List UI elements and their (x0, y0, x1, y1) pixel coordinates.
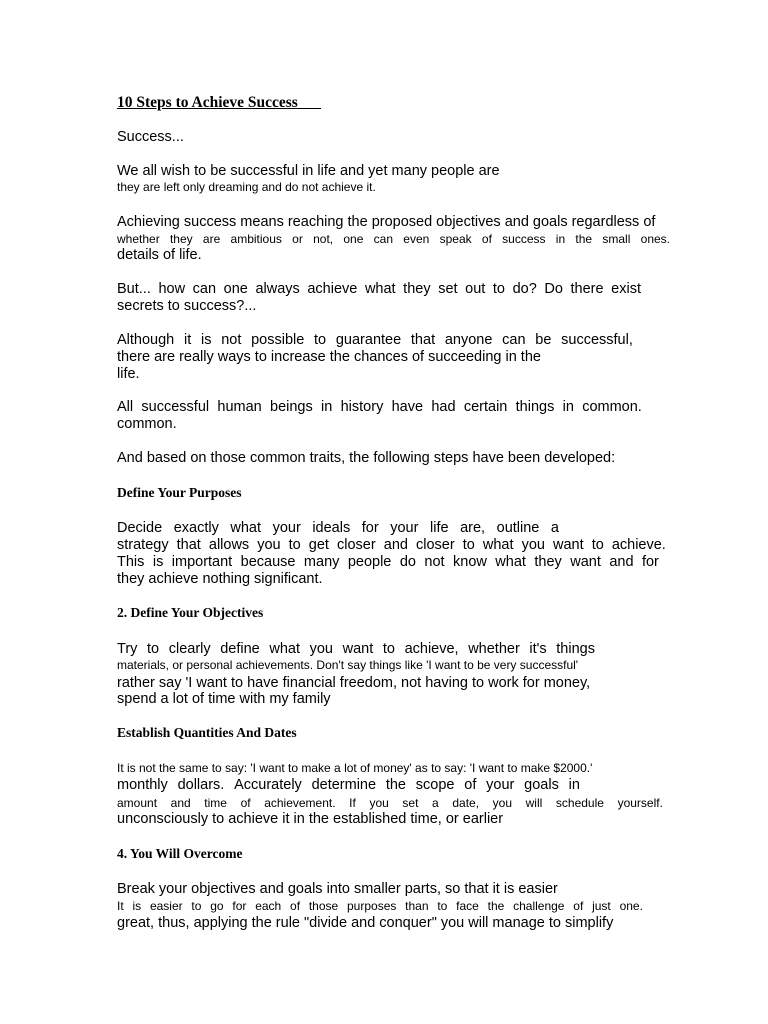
word: out (465, 281, 486, 297)
paragraph-line (117, 281, 641, 298)
word: success (502, 232, 546, 246)
word: what (495, 554, 526, 570)
word: time (204, 796, 227, 810)
paragraph-line: Success... (117, 129, 184, 145)
word: even (403, 232, 430, 246)
word: of (481, 232, 492, 246)
word: It (117, 899, 124, 913)
word: have (391, 399, 424, 415)
word: Decide (117, 520, 163, 536)
word: ambitious (230, 232, 282, 246)
word: than (405, 899, 429, 913)
word: human (217, 399, 262, 415)
title-underline-trail (298, 94, 321, 111)
paragraph-line (117, 796, 663, 810)
word: had (431, 399, 456, 415)
word: those (308, 899, 339, 913)
word: it (183, 332, 192, 348)
word: people (347, 554, 392, 570)
word: face (456, 899, 479, 913)
paragraph-line (117, 537, 666, 554)
word: determine (311, 777, 377, 793)
paragraph-line: spend a lot of time with my family (117, 691, 331, 707)
word: get (308, 537, 329, 553)
word: exist (611, 281, 641, 297)
word: in (321, 399, 333, 415)
word: If (349, 796, 356, 810)
paragraph-line (117, 520, 559, 537)
word: and (383, 537, 408, 553)
word: they (403, 281, 431, 297)
section-heading: 2. Define Your Objectives (117, 605, 264, 620)
word: speak (439, 232, 472, 246)
word: one. (619, 899, 643, 913)
word: and (170, 796, 191, 810)
word: one (343, 232, 364, 246)
word: purposes (347, 899, 397, 913)
paragraph-line: there are really ways to increase the chances of succeeding in the (117, 349, 541, 365)
word: of (573, 899, 584, 913)
paragraph-line (117, 232, 670, 246)
paragraph-line (117, 777, 580, 794)
word: important (171, 554, 233, 570)
word: easier (149, 899, 183, 913)
word: This (117, 554, 145, 570)
word: for (641, 554, 659, 570)
paragraph-line: rather say 'I want to have financial freedom, not having to work for money, (117, 675, 591, 691)
word: what (364, 281, 396, 297)
word: in (555, 232, 566, 246)
word: not (221, 332, 242, 348)
word: whether (468, 641, 520, 657)
paragraph-line: materials, or personal achievements. Don't say things like 'I want to be very successful' (117, 658, 579, 672)
word: allows (208, 537, 250, 553)
word: a (432, 796, 439, 810)
word: you (369, 796, 389, 810)
word: you (492, 796, 513, 810)
word: achievement. (264, 796, 336, 810)
word: Although (117, 332, 175, 348)
word: goals (524, 777, 559, 793)
word: set (402, 796, 419, 810)
word: common. (582, 399, 642, 415)
word: can (192, 281, 217, 297)
word: the (385, 777, 407, 793)
paragraph-line: Achieving success means reaching the proposed objectives and goals regardless of (117, 214, 656, 230)
word: to (492, 281, 505, 297)
word: what (482, 537, 514, 553)
word: your (272, 520, 301, 536)
word: there (570, 281, 604, 297)
word: things (556, 641, 595, 657)
word: to (314, 332, 327, 348)
section-heading: Establish Quantities And Dates (117, 725, 297, 740)
word: to (437, 899, 448, 913)
word: what (269, 641, 300, 657)
paragraph-line (117, 641, 595, 658)
paragraph-line: And based on those common traits, the following steps have been developed: (117, 450, 616, 466)
word: ones. (640, 232, 670, 246)
word: you (309, 641, 333, 657)
word: guarantee (335, 332, 402, 348)
word: or (292, 232, 303, 246)
word: clearly (168, 641, 211, 657)
word: can (373, 232, 394, 246)
word: outline (496, 520, 540, 536)
word: can (502, 332, 526, 348)
paragraph-line: details of life. (117, 247, 202, 263)
word: strategy (117, 537, 169, 553)
word: date, (452, 796, 480, 810)
paragraph-line (117, 332, 633, 349)
word: that (410, 332, 436, 348)
word: set (438, 281, 458, 297)
word: anyone (444, 332, 493, 348)
word: But... (117, 281, 151, 297)
word: a (550, 520, 559, 536)
paragraph-line: they achieve nothing significant. (117, 571, 323, 587)
word: and (609, 554, 634, 570)
word: of (240, 796, 251, 810)
section-heading: Define Your Purposes (117, 485, 242, 500)
word: for (232, 899, 247, 913)
word: successful, (561, 332, 633, 348)
word: many (303, 554, 340, 570)
word: Try (117, 641, 138, 657)
word: it's (529, 641, 547, 657)
word: ideals (312, 520, 351, 536)
word: beings (270, 399, 313, 415)
word: your (486, 777, 515, 793)
word: will (525, 796, 543, 810)
document-title-text: 10 Steps to Achieve Success (117, 94, 298, 111)
word: do? (512, 281, 537, 297)
word: of (290, 899, 301, 913)
word: are (202, 232, 221, 246)
word: amount (117, 796, 158, 810)
word: are, (460, 520, 486, 536)
document-title (117, 94, 321, 112)
word: not (424, 554, 445, 570)
word: in (568, 777, 580, 793)
paragraph-line (117, 399, 642, 416)
word: exactly (173, 520, 219, 536)
word: each (255, 899, 282, 913)
paragraph-line: unconsciously to achieve it in the established time, or earlier (117, 811, 504, 827)
word: want (553, 537, 584, 553)
paragraph-line: secrets to success?... (117, 298, 257, 314)
word: how (158, 281, 186, 297)
word: just (592, 899, 611, 913)
word: life (430, 520, 449, 536)
paragraph-line: Break your objectives and goals into smaller parts, so that it is easier (117, 881, 558, 897)
paragraph-line (117, 899, 643, 913)
word: want (570, 554, 601, 570)
word: is (152, 554, 164, 570)
word: Do (544, 281, 563, 297)
word: in (562, 399, 574, 415)
word: know (453, 554, 487, 570)
word: achieve, (404, 641, 459, 657)
paragraph-line: common. (117, 416, 177, 432)
word: you (521, 537, 545, 553)
word: define (220, 641, 260, 657)
word: to (147, 641, 160, 657)
word: challenge (513, 899, 565, 913)
word: is (200, 332, 212, 348)
word: to (191, 899, 202, 913)
word: for (361, 520, 379, 536)
paragraph-line: great, thus, applying the rule "divide and conquer" you will manage to simplify (117, 915, 614, 931)
word: do (399, 554, 416, 570)
paragraph-line: It is not the same to say: 'I want to make a lot of money' as to say: 'I want to make $2000.' (117, 761, 593, 775)
word: to (462, 537, 475, 553)
word: closer (416, 537, 455, 553)
word: always (255, 281, 300, 297)
word: they (169, 232, 193, 246)
word: the (575, 232, 593, 246)
word: scope (415, 777, 455, 793)
word: to (591, 537, 604, 553)
word: your (390, 520, 419, 536)
word: of (464, 777, 477, 793)
word: to (288, 537, 301, 553)
word: closer (337, 537, 376, 553)
word: history (340, 399, 384, 415)
word: small (602, 232, 631, 246)
word: one (223, 281, 248, 297)
word: achieve (307, 281, 358, 297)
word: the (487, 899, 505, 913)
word: they (534, 554, 562, 570)
word: to (382, 641, 395, 657)
word: be (535, 332, 552, 348)
word: certain (463, 399, 508, 415)
word: achieve. (611, 537, 666, 553)
word: possible (251, 332, 305, 348)
word: what (230, 520, 262, 536)
paragraph-line: We all wish to be successful in life and yet many people are (117, 163, 500, 179)
paragraph-line: life. (117, 366, 140, 382)
word: Accurately (234, 777, 302, 793)
word: things (515, 399, 555, 415)
word: go (210, 899, 224, 913)
word: monthly (117, 777, 168, 793)
word: yourself. (617, 796, 663, 810)
word: whether (117, 232, 160, 246)
word: that (176, 537, 201, 553)
word: All (117, 399, 134, 415)
word: you (257, 537, 281, 553)
paragraph-line (117, 554, 659, 571)
word: schedule (555, 796, 604, 810)
section-heading: 4. You Will Overcome (117, 846, 243, 861)
paragraph-line: they are left only dreaming and do not achieve it. (117, 180, 376, 194)
word: because (240, 554, 296, 570)
word: is (132, 899, 142, 913)
word: dollars. (177, 777, 225, 793)
word: successful (141, 399, 210, 415)
word: not, (313, 232, 334, 246)
word: want (342, 641, 374, 657)
